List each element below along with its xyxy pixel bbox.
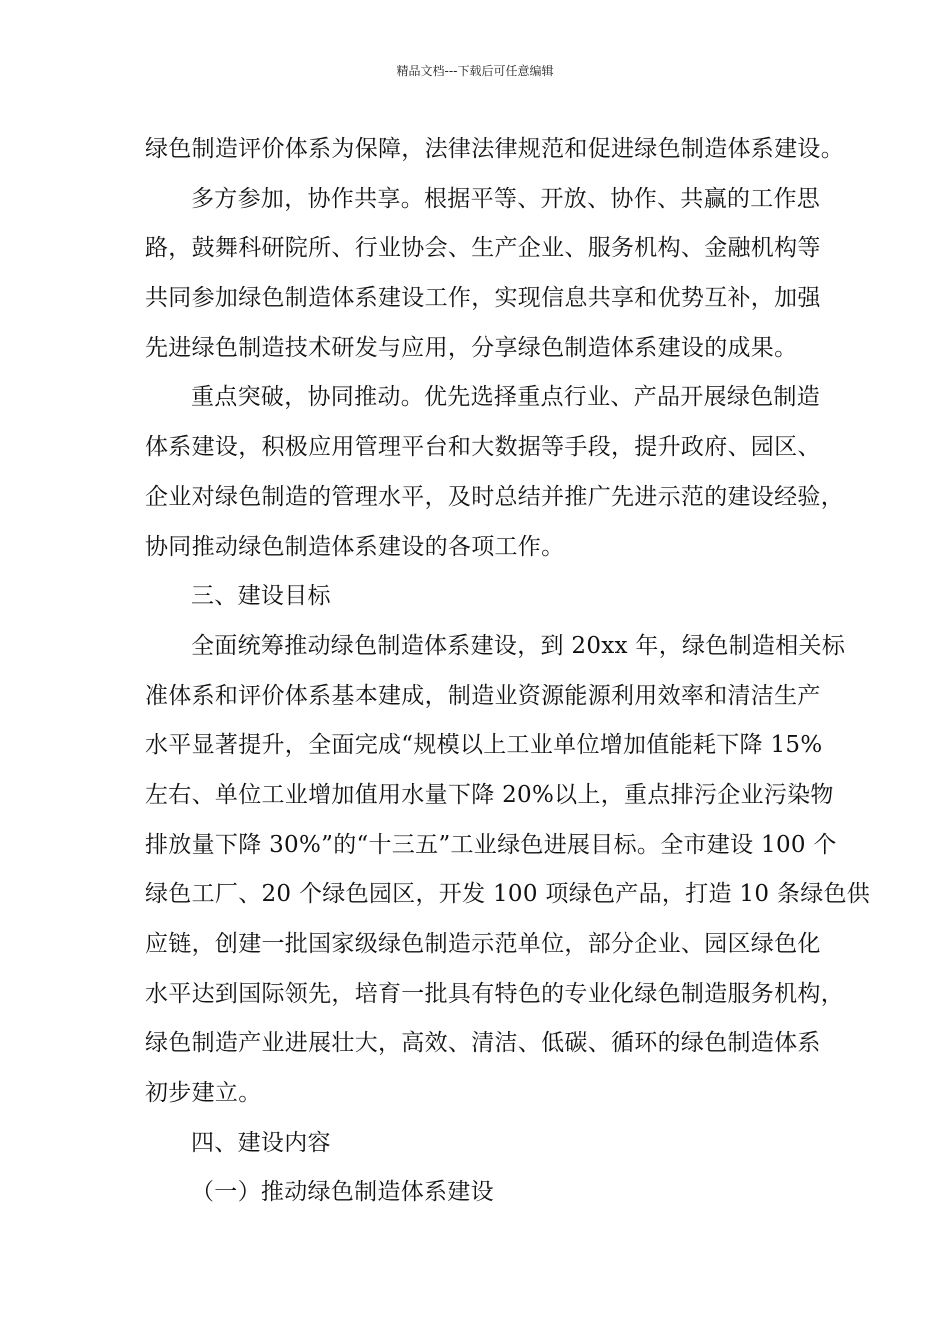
text-line: 初步建立。 [145, 1080, 262, 1107]
section-heading: 四、建设内容 [191, 1129, 331, 1156]
text-line: 体系建设，积极应用管理平台和大数据等手段，提升政府、园区、 [145, 434, 821, 461]
subsection-heading: （一）推动绿色制造体系建设 [191, 1179, 494, 1206]
text-line: 先进绿色制造技术研发与应用，分享绿色制造体系建设的成果。 [145, 334, 798, 361]
text-line: 绿色制造评价体系为保障，法律法律规范和促进绿色制造体系建设。 [145, 136, 844, 162]
text-line: 应链，创建一批国家级绿色制造示范单位，部分企业、园区绿色化 [145, 931, 821, 957]
text-line: 水平显著提升，全面完成“规模以上工业单位增加值能耗下降 15% [145, 732, 823, 759]
text-line: 排放量下降 30%”的“十三五”工业绿色进展目标。全市建设 100 个 [145, 831, 837, 858]
text-line: 左右、单位工业增加值用水量下降 20%以上，重点排污企业污染物 [145, 781, 834, 808]
text-line: 绿色工厂、20 个绿色园区，开发 100 项绿色产品，打造 10 条绿色供 [145, 881, 871, 908]
section-heading: 三、建设目标 [191, 583, 331, 610]
text-line: 准体系和评价体系基本建成，制造业资源能源利用效率和清洁生产 [145, 682, 821, 709]
text-line: 全面统筹推动绿色制造体系建设，到 20xx 年，绿色制造相关标 [191, 632, 846, 659]
text-line: 企业对绿色制造的管理水平，及时总结并推广先进示范的建设经验， [145, 483, 844, 510]
text-line: 协同推动绿色制造体系建设的各项工作。 [145, 533, 565, 560]
document-body [145, 125, 871, 1218]
text-line: 水平达到国际领先，培育一批具有特色的专业化绿色制造服务机构， [145, 980, 844, 1007]
text-line: 重点突破，协同推动。优先选择重点行业、产品开展绿色制造 [191, 384, 821, 411]
page-header: 精品文档---下载后可任意编辑 [396, 64, 554, 78]
text-line: 共同参加绿色制造体系建设工作，实现信息共享和优势互补，加强 [145, 285, 821, 312]
text-line: 绿色制造产业进展壮大，高效、清洁、低碳、循环的绿色制造体系 [145, 1030, 821, 1057]
text-line: 路，鼓舞科研院所、行业协会、生产企业、服务机构、金融机构等 [145, 235, 821, 262]
text-line: 多方参加，协作共享。根据平等、开放、协作、共赢的工作思 [191, 185, 821, 212]
